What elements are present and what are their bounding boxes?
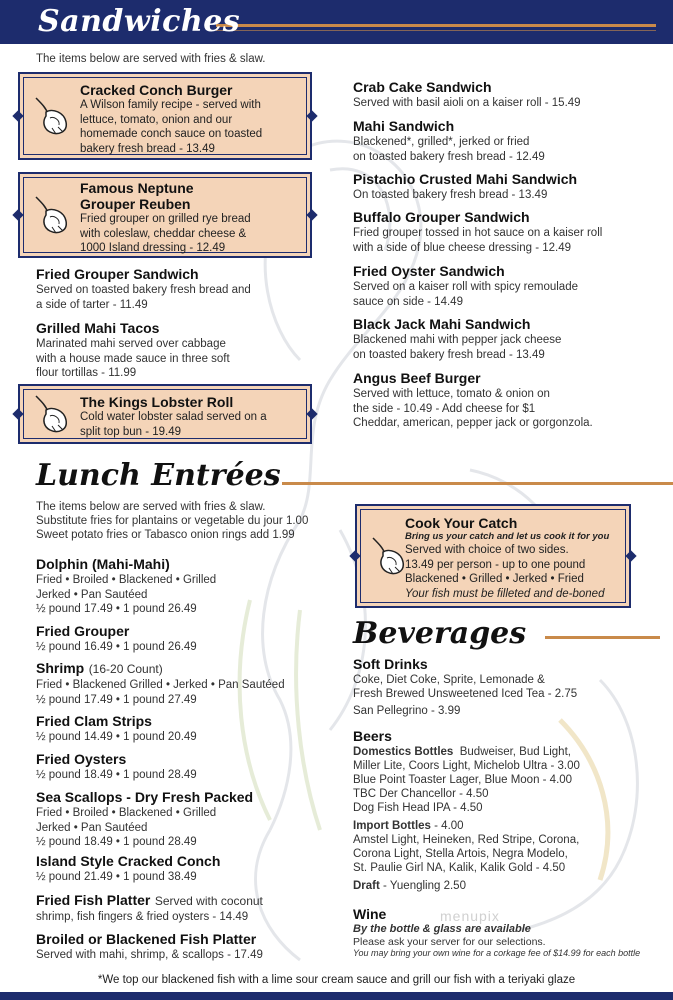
item-name: Fried Fish Platter [36,892,151,908]
box-ornament [12,408,23,419]
item-desc-line: split top bun - 19.49 [80,425,182,438]
header-rule [216,24,656,27]
item-desc-line: ½ pound 18.49 • 1 pound 28.49 [36,836,197,848]
item-desc-line: Jerked • Pan Sautéed [36,821,148,834]
item-desc-line: Served with lettuce, tomato & onion on [353,388,550,400]
item-name: Fried Oyster Sandwich [353,263,505,279]
item-extra: (16-20 Count) [88,662,163,676]
item-name: Dolphin (Mahi-Mahi) [36,556,170,572]
boxed-item-conch-burger [18,72,312,160]
cook-note: Your fish must be filleted and de-boned [405,587,605,600]
cook-line: Served with choice of two sides. [405,544,569,556]
bev-heading: Soft Drinks [353,656,428,672]
beverages-title: Beverages [353,616,527,651]
menu-item [36,266,316,312]
box-ornament [12,209,23,220]
item-desc-line: Fried grouper tossed in hot sauce on a kaiser roll [353,227,603,239]
bev-heading: Wine [353,906,387,922]
item-desc-line: Blackened*, grilled*, jerked or fried [353,136,530,148]
item-desc-line: Served on toasted bakery fresh bread and [36,284,251,296]
box-ornament [306,110,317,121]
lunch-note-line: Sweet potato fries or Tabasco onion rings add 1.99 [36,529,295,541]
item-name: Shrimp [36,660,85,676]
item-desc-line: Fried grouper on grilled rye bread [80,213,251,225]
item-desc-line: Marinated mahi served over cabbage [36,338,226,350]
bev-line: Budweiser, Bud Light, [459,746,571,758]
item-desc-line: ½ pound 17.49 • 1 pound 26.49 [36,603,197,615]
conch-shell-icon [32,392,72,436]
lunch-title: Lunch Entrées [36,458,281,493]
item-name: Cracked Conch Burger [80,82,233,98]
sandwiches-title: Sandwiches [38,4,241,39]
boxed-item-neptune-reuben [18,172,312,258]
item-name: Angus Beef Burger [353,370,481,386]
bev-line: San Pellegrino - 3.99 [353,705,461,717]
item-name: Buffalo Grouper Sandwich [353,209,530,225]
menu-item [36,931,346,963]
menu-item [36,660,346,707]
item-desc-line: Jerked • Pan Sautéed [36,588,148,601]
menu-item [36,556,336,617]
bev-line: Miller Lite, Coors Light, Michelob Ultra - 3.00 [353,760,580,772]
bev-line: Coke, Diet Coke, Sprite, Lemonade & [353,674,545,686]
beers [353,728,663,893]
item-desc-line: Fried • Broiled • Blackened • Grilled [36,574,217,586]
item-name: Fried Grouper [36,623,130,639]
menu-item [36,713,336,745]
item-name: Sea Scallops - Dry Fresh Packed [36,789,254,805]
lunch-notes [36,500,308,542]
bev-line: TBC Der Chancellor - 4.50 [353,788,489,800]
item-desc-line: Fried • Blackened Grilled • Jerked • Pan Sautéed [36,679,285,691]
item-desc-line: ½ pound 17.49 • 1 pound 27.49 [36,693,197,706]
cook-your-catch-box [355,504,631,608]
item-desc-line: the side - 10.49 - Add cheese for $1 [353,402,536,415]
watermark-text: menupix [440,908,500,924]
item-name: Pistachio Crusted Mahi Sandwich [353,171,578,187]
menu-item [353,316,663,362]
item-desc-line: on toasted bakery fresh bread - 12.49 [353,150,545,163]
menu-item [36,789,336,850]
menu-item [353,79,663,111]
box-ornament [306,209,317,220]
item-name: Black Jack Mahi Sandwich [353,316,531,332]
menu-item [36,892,346,925]
item-name: Crab Cake Sandwich [353,79,492,95]
item-name: Grilled Mahi Tacos [36,320,160,336]
boxed-item-lobster-roll [18,384,312,444]
wine [353,906,671,959]
item-desc-line: a side of tarter - 11.49 [36,298,148,311]
item-desc-line: on toasted bakery fresh bread - 13.49 [353,348,545,361]
item-name-line2: Grouper Reuben [80,196,191,212]
menu-item [36,751,336,783]
box-ornament [625,550,636,561]
box-ornament [306,408,317,419]
menu-item [353,118,663,164]
item-desc-line: flour tortillas - 11.99 [36,367,137,379]
menu-item [36,853,336,885]
footer-bar [0,992,673,1000]
conch-shell-icon [369,534,409,578]
menu-item [353,209,663,255]
bev-line: Dog Fish Head IPA - 4.50 [353,802,483,814]
bev-line: St. Paulie Girl NA, Kalik, Kalik Gold - 4.50 [353,862,566,874]
item-desc-line: 1000 Island dressing - 12.49 [80,242,226,254]
item-desc-line: Served on a kaiser roll with spicy remoulade [353,281,578,293]
item-name: Famous Neptune [80,180,194,196]
item-desc-line: Cheddar, american, pepper jack or gorgonzola. [353,417,593,429]
cook-title: Cook Your Catch [405,515,518,531]
beer-subheading: Domestics Bottles [353,746,454,758]
box-ornament [349,550,360,561]
item-desc-line: ½ pound 16.49 • 1 pound 26.49 [36,641,197,653]
bev-heading: Beers [353,728,392,744]
beverages-rule [545,636,660,639]
cook-line: 13.49 per person - up to one pound [405,558,586,571]
item-desc-line: sauce on side - 14.49 [353,295,463,308]
item-name: Island Style Cracked Conch [36,853,221,869]
bev-line: Amstel Light, Heineken, Red Stripe, Corona, [353,834,580,846]
item-desc-line: shrimp, fish fingers & fried oysters - 14.49 [36,911,249,923]
cook-tagline: Bring us your catch and let us cook it for you [405,531,610,542]
item-name: The Kings Lobster Roll [80,394,234,410]
item-name: Fried Clam Strips [36,713,152,729]
item-desc-line: with a side of blue cheese dressing - 12.49 [353,241,571,254]
cook-line: Blackened • Grilled • Jerked • Fried [405,573,584,585]
corkage-note: You may bring your own wine for a corkage fee of $14.99 for each bottle [353,948,641,958]
header-rule-thin [216,30,656,31]
item-name: Mahi Sandwich [353,118,455,134]
footnote: *We top our blackened fish with a lime sour cream sauce and grill our fish with a teriyaki glaze [97,974,576,986]
conch-shell-icon [32,193,72,237]
menu-item [36,623,336,655]
item-desc-line: On toasted bakery fresh bread - 13.49 [353,189,548,201]
bev-line: Fresh Brewed Unsweetened Iced Tea - 2.75 [353,688,578,700]
item-desc-line: with a house made sauce in three soft [36,352,230,365]
bev-line: Corona Light, Stella Artois, Negra Modelo, [353,848,568,860]
item-desc-line: Cold water lobster salad served on a [80,411,267,423]
beer-subheading: Import Bottles [353,820,431,832]
item-desc-line: ½ pound 21.49 • 1 pound 38.49 [36,871,197,883]
bev-price: - 4.00 [434,820,464,832]
item-name: Broiled or Blackened Fish Platter [36,931,257,947]
item-desc-line: bakery fresh bread - 13.49 [80,142,215,155]
menu-item [353,263,663,309]
wine-availability: By the bottle & glass are available [353,923,531,935]
item-desc-line: with coleslaw, cheddar cheese & [80,227,247,240]
bev-line: - Yuengling 2.50 [383,880,466,892]
item-name: Fried Grouper Sandwich [36,266,199,282]
box-ornament [12,110,23,121]
item-desc-line: Blackened mahi with pepper jack cheese [353,334,562,346]
item-desc-line: Fried • Broiled • Blackened • Grilled [36,807,217,819]
item-desc-line: Served with mahi, shrimp, & scallops - 17.49 [36,949,263,961]
conch-shell-icon [32,94,72,138]
item-extra: Served with coconut [154,894,263,908]
bev-line: Please ask your server for our selections. [353,936,546,948]
menu-item [353,370,663,431]
menu-item [353,171,663,203]
item-desc-line: Served with basil aioli on a kaiser roll - 15.49 [353,97,581,109]
bev-line: Blue Point Toaster Lager, Blue Moon - 4.00 [353,774,573,786]
lunch-rule [282,482,673,485]
item-desc-line: A Wilson family recipe - served with [80,99,261,111]
item-desc-line: ½ pound 14.49 • 1 pound 20.49 [36,731,197,743]
soft-drinks [353,656,663,718]
lunch-note-line: The items below are served with fries & slaw. [36,501,266,513]
item-desc-line: ½ pound 18.49 • 1 pound 28.49 [36,769,197,781]
menu-item [36,320,316,381]
item-desc-line: lettuce, tomato, onion and our [80,113,233,126]
beer-subheading: Draft [353,880,380,892]
item-name: Fried Oysters [36,751,127,767]
lunch-note-line: Substitute fries for plantains or vegetable du jour 1.00 [36,515,309,527]
item-desc-line: homemade conch sauce on toasted [80,128,263,140]
sandwiches-note: The items below are served with fries & slaw. [36,53,266,65]
